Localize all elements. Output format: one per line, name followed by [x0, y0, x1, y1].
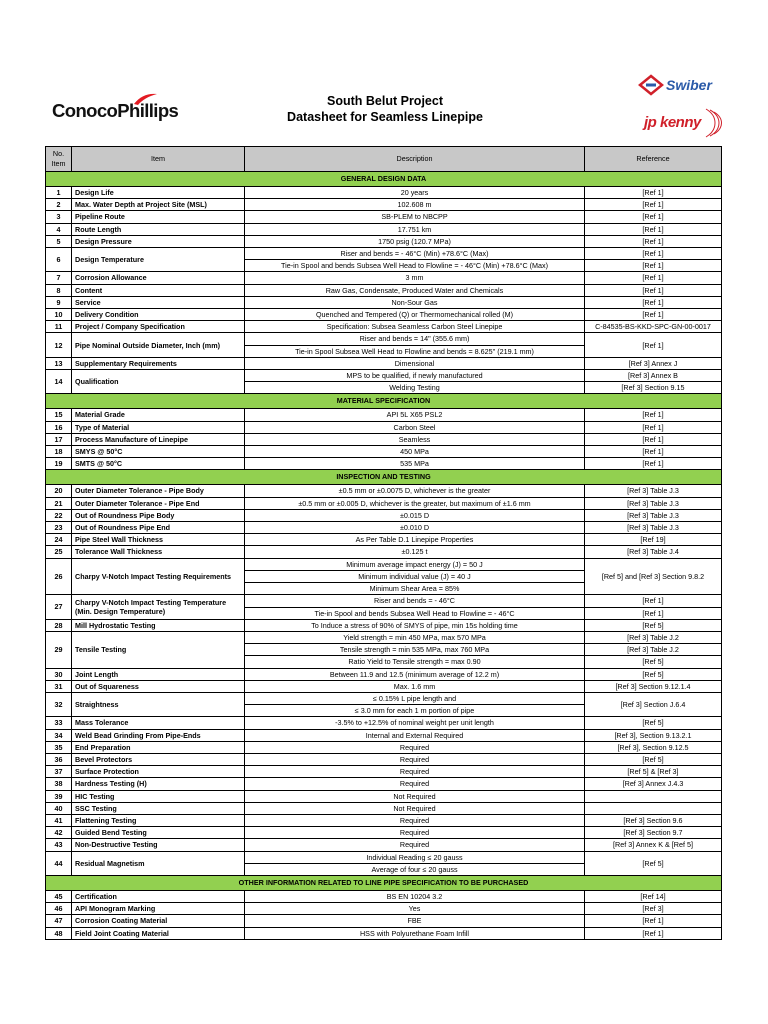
- item-number: 37: [46, 766, 72, 778]
- table-row: [46, 546, 722, 558]
- item-number: 14: [46, 370, 72, 394]
- table-row: [46, 558, 722, 570]
- item-description: ≤ 0.15% L pipe length and: [245, 692, 585, 704]
- item-number: 48: [46, 927, 72, 939]
- table-row: [46, 827, 722, 839]
- section-title: OTHER INFORMATION RELATED TO LINE PIPE SPECIFICATION TO BE PURCHASED: [46, 875, 722, 890]
- item-name: Service: [72, 296, 245, 308]
- item-number: 35: [46, 741, 72, 753]
- table-row: [46, 729, 722, 741]
- table-row: [46, 497, 722, 509]
- item-number: 1: [46, 187, 72, 199]
- item-description: As Per Table D.1 Linepipe Properties: [245, 534, 585, 546]
- table-row: [46, 211, 722, 223]
- item-name: Weld Bead Grinding From Pipe-Ends: [72, 729, 245, 741]
- item-name: Out of Roundness Pipe End: [72, 522, 245, 534]
- table-row: [46, 903, 722, 915]
- item-number: 39: [46, 790, 72, 802]
- item-reference: [585, 802, 722, 814]
- item-description: Required: [245, 766, 585, 778]
- table-row: [46, 890, 722, 902]
- item-description: To Induce a stress of 90% of SMYS of pipe, min 15s holding time: [245, 619, 585, 631]
- table-row: [46, 778, 722, 790]
- item-description: Not Required: [245, 790, 585, 802]
- table-row: [46, 357, 722, 369]
- table-row: [46, 927, 722, 939]
- item-number: 32: [46, 692, 72, 716]
- item-name: Tensile Testing: [72, 631, 245, 668]
- table-row: [46, 284, 722, 296]
- item-description: HSS with Polyurethane Foam Infill: [245, 927, 585, 939]
- column-header-item: Item: [72, 147, 245, 172]
- item-number: 12: [46, 333, 72, 357]
- item-description: Specification: Subsea Seamless Carbon Steel Linepipe: [245, 321, 585, 333]
- item-number: 6: [46, 248, 72, 272]
- item-description: Tie-in Spool and bends Subsea Well Head to Flowline = - 46°C: [245, 607, 585, 619]
- item-reference: [Ref 1]: [585, 915, 722, 927]
- item-description: SB-PLEM to NBCPP: [245, 211, 585, 223]
- item-reference: [Ref 5] and [Ref 3] Section 9.8.2: [585, 558, 722, 595]
- item-reference: [Ref 5]: [585, 656, 722, 668]
- item-number: 3: [46, 211, 72, 223]
- item-number: 34: [46, 729, 72, 741]
- item-number: 22: [46, 509, 72, 521]
- table-header-row: [46, 147, 722, 172]
- item-reference: [Ref 19]: [585, 534, 722, 546]
- item-reference: [Ref 1]: [585, 421, 722, 433]
- item-description: MPS to be qualified, if newly manufactured: [245, 370, 585, 382]
- table-row: [46, 409, 722, 421]
- item-number: 27: [46, 595, 72, 619]
- item-description: Dimensional: [245, 357, 585, 369]
- table-row: [46, 296, 722, 308]
- item-description: Riser and bends = - 46°C: [245, 595, 585, 607]
- item-number: 42: [46, 827, 72, 839]
- item-number: 40: [46, 802, 72, 814]
- item-description: 17.751 km: [245, 223, 585, 235]
- item-name: Charpy V-Notch Impact Testing Requirements: [72, 558, 245, 595]
- table-row: [46, 741, 722, 753]
- item-number: 23: [46, 522, 72, 534]
- item-number: 20: [46, 485, 72, 497]
- item-number: 5: [46, 235, 72, 247]
- table-row: [46, 485, 722, 497]
- item-reference: C-84535-BS-KKD-SPC-GN-00-0017: [585, 321, 722, 333]
- item-reference: [Ref 1]: [585, 446, 722, 458]
- page-header: [0, 0, 768, 145]
- item-reference: [Ref 3]: [585, 903, 722, 915]
- item-name: Content: [72, 284, 245, 296]
- table-row: [46, 631, 722, 643]
- section-title: INSPECTION AND TESTING: [46, 470, 722, 485]
- table-row: [46, 309, 722, 321]
- item-reference: [Ref 1]: [585, 223, 722, 235]
- item-name: Route Length: [72, 223, 245, 235]
- item-description: BS EN 10204 3.2: [245, 890, 585, 902]
- item-reference: [Ref 1]: [585, 927, 722, 939]
- item-description: Internal and External Required: [245, 729, 585, 741]
- item-name: End Preparation: [72, 741, 245, 753]
- item-name: Hardness Testing (H): [72, 778, 245, 790]
- item-number: 9: [46, 296, 72, 308]
- item-name: Pipe Nominal Outside Diameter, Inch (mm): [72, 333, 245, 357]
- item-reference: [Ref 1]: [585, 333, 722, 357]
- item-name: Delivery Condition: [72, 309, 245, 321]
- item-number: 46: [46, 903, 72, 915]
- item-reference: [Ref 1]: [585, 458, 722, 470]
- item-reference: [Ref 3] Table J.2: [585, 631, 722, 643]
- table-row: [46, 235, 722, 247]
- item-name: Max. Water Depth at Project Site (MSL): [72, 199, 245, 211]
- item-description: Riser and bends = 14" (355.6 mm): [245, 333, 585, 345]
- item-name: Pipeline Route: [72, 211, 245, 223]
- section-header-row: [46, 394, 722, 409]
- item-number: 26: [46, 558, 72, 595]
- item-name: Supplementary Requirements: [72, 357, 245, 369]
- item-reference: [Ref 1]: [585, 284, 722, 296]
- item-number: 43: [46, 839, 72, 851]
- item-description: 450 MPa: [245, 446, 585, 458]
- item-reference: [Ref 14]: [585, 890, 722, 902]
- table-row: [46, 915, 722, 927]
- item-name: Out of Roundness Pipe Body: [72, 509, 245, 521]
- item-description: Yes: [245, 903, 585, 915]
- table-row: [46, 333, 722, 345]
- item-name: Qualification: [72, 370, 245, 394]
- item-number: 38: [46, 778, 72, 790]
- item-reference: [Ref 1]: [585, 187, 722, 199]
- item-name: Flattening Testing: [72, 814, 245, 826]
- item-description: Welding Testing: [245, 382, 585, 394]
- item-description: Between 11.9 and 12.5 (minimum average of 12.2 m): [245, 668, 585, 680]
- table-row: [46, 509, 722, 521]
- item-description: Required: [245, 827, 585, 839]
- item-number: 24: [46, 534, 72, 546]
- item-reference: [Ref 5]: [585, 717, 722, 729]
- item-description: 3 mm: [245, 272, 585, 284]
- column-header-no: No. Item: [46, 147, 72, 172]
- item-description: 535 MPa: [245, 458, 585, 470]
- item-description: Non-Sour Gas: [245, 296, 585, 308]
- section-header-row: [46, 470, 722, 485]
- item-name: Non-Destructive Testing: [72, 839, 245, 851]
- table-row: [46, 522, 722, 534]
- item-name: SSC Testing: [72, 802, 245, 814]
- table-row: [46, 766, 722, 778]
- item-description: Required: [245, 814, 585, 826]
- item-name: Charpy V-Notch Impact Testing Temperature (Min. Design Temperature): [72, 595, 245, 619]
- item-name: Design Temperature: [72, 248, 245, 272]
- item-description: Required: [245, 778, 585, 790]
- item-reference: [Ref 1]: [585, 235, 722, 247]
- item-name: Type of Material: [72, 421, 245, 433]
- item-number: 10: [46, 309, 72, 321]
- item-description: FBE: [245, 915, 585, 927]
- item-reference: [Ref 3] Annex K & [Ref 5]: [585, 839, 722, 851]
- item-description: Tensile strength = min 535 MPa, max 760 MPa: [245, 644, 585, 656]
- item-name: Design Pressure: [72, 235, 245, 247]
- table-row: [46, 534, 722, 546]
- item-number: 33: [46, 717, 72, 729]
- item-reference: [Ref 1]: [585, 211, 722, 223]
- item-description: 1750 psig (120.7 MPa): [245, 235, 585, 247]
- jpkenny-logo-text: jp kenny: [644, 114, 701, 131]
- item-name: Bevel Protectors: [72, 753, 245, 765]
- item-name: Corrosion Allowance: [72, 272, 245, 284]
- item-description: Ratio Yield to Tensile strength = max 0.90: [245, 656, 585, 668]
- item-name: Surface Protection: [72, 766, 245, 778]
- item-name: Project / Company Specification: [72, 321, 245, 333]
- item-reference: [Ref 3] Table J.3: [585, 485, 722, 497]
- item-reference: [Ref 3] Annex J.4.3: [585, 778, 722, 790]
- item-description: -3.5% to +12.5% of nominal weight per unit length: [245, 717, 585, 729]
- item-description: Required: [245, 839, 585, 851]
- item-description: Not Required: [245, 802, 585, 814]
- item-description: ±0.125 t: [245, 546, 585, 558]
- item-name: Pipe Steel Wall Thickness: [72, 534, 245, 546]
- item-description: API 5L X65 PSL2: [245, 409, 585, 421]
- table-row: [46, 692, 722, 704]
- item-name: Field Joint Coating Material: [72, 927, 245, 939]
- item-name: Residual Magnetism: [72, 851, 245, 875]
- item-number: 8: [46, 284, 72, 296]
- item-reference: [Ref 3] Table J.3: [585, 522, 722, 534]
- item-description: Minimum average impact energy (J) = 50 J: [245, 558, 585, 570]
- item-reference: [Ref 5]: [585, 753, 722, 765]
- item-reference: [Ref 1]: [585, 260, 722, 272]
- item-reference: [Ref 1]: [585, 296, 722, 308]
- table-row: [46, 433, 722, 445]
- table-row: [46, 814, 722, 826]
- item-reference: [Ref 1]: [585, 272, 722, 284]
- table-row: [46, 321, 722, 333]
- item-name: Design Life: [72, 187, 245, 199]
- item-number: 18: [46, 446, 72, 458]
- item-reference: [Ref 3] Section 9.7: [585, 827, 722, 839]
- item-name: Straightness: [72, 692, 245, 716]
- table-row: [46, 851, 722, 863]
- item-number: 31: [46, 680, 72, 692]
- item-reference: [Ref 3] Section 9.6: [585, 814, 722, 826]
- conocophillips-flame-icon: [132, 92, 158, 106]
- item-name: Corrosion Coating Material: [72, 915, 245, 927]
- datasheet-body: [46, 172, 722, 940]
- item-reference: [Ref 1]: [585, 433, 722, 445]
- item-number: 47: [46, 915, 72, 927]
- item-number: 28: [46, 619, 72, 631]
- item-description: Required: [245, 753, 585, 765]
- item-description: Required: [245, 741, 585, 753]
- item-reference: [Ref 3] Section 9.12.1.4: [585, 680, 722, 692]
- linepipe-datasheet-table: [45, 146, 722, 940]
- table-row: [46, 187, 722, 199]
- table-row: [46, 421, 722, 433]
- item-number: 13: [46, 357, 72, 369]
- column-header-description: Description: [245, 147, 585, 172]
- item-number: 29: [46, 631, 72, 668]
- table-row: [46, 717, 722, 729]
- item-name: SMYS @ 50°C: [72, 446, 245, 458]
- column-header-reference: Reference: [585, 147, 722, 172]
- item-name: Process Manufacture of Linepipe: [72, 433, 245, 445]
- item-number: 45: [46, 890, 72, 902]
- item-reference: [Ref 3] Annex J: [585, 357, 722, 369]
- item-number: 41: [46, 814, 72, 826]
- table-row: [46, 370, 722, 382]
- item-name: Out of Squareness: [72, 680, 245, 692]
- item-description: ±0.010 D: [245, 522, 585, 534]
- item-name: Outer Diameter Tolerance - Pipe Body: [72, 485, 245, 497]
- item-number: 30: [46, 668, 72, 680]
- item-number: 44: [46, 851, 72, 875]
- item-description: ≤ 3.0 mm for each 1 m portion of pipe: [245, 705, 585, 717]
- conocophillips-logo-text: ConocoPhillips: [52, 100, 179, 121]
- item-reference: [Ref 1]: [585, 595, 722, 607]
- item-description: 102.608 m: [245, 199, 585, 211]
- item-name: Joint Length: [72, 668, 245, 680]
- table-row: [46, 458, 722, 470]
- table-row: [46, 248, 722, 260]
- item-description: ±0.5 mm or ±0.0075 D, whichever is the greater: [245, 485, 585, 497]
- item-reference: [Ref 3], Section 9.12.5: [585, 741, 722, 753]
- item-reference: [Ref 5]: [585, 668, 722, 680]
- item-number: 17: [46, 433, 72, 445]
- item-description: ±0.5 mm or ±0.005 D, whichever is the greater, but maximum of ±1.6 mm: [245, 497, 585, 509]
- item-number: 36: [46, 753, 72, 765]
- item-number: 15: [46, 409, 72, 421]
- item-name: Tolerance Wall Thickness: [72, 546, 245, 558]
- item-name: Material Grade: [72, 409, 245, 421]
- item-description: Max. 1.6 mm: [245, 680, 585, 692]
- jpkenny-logo: [640, 106, 726, 140]
- item-name: Mass Tolerance: [72, 717, 245, 729]
- swiber-logo-text: Swiber: [666, 77, 712, 93]
- item-number: 25: [46, 546, 72, 558]
- section-title: MATERIAL SPECIFICATION: [46, 394, 722, 409]
- swiber-emblem-icon: [638, 74, 664, 96]
- item-reference: [Ref 3] Table J.2: [585, 644, 722, 656]
- item-description: Tie-in Spool and bends Subsea Well Head to Flowline = - 46°C (Min) +78.6°C (Max): [245, 260, 585, 272]
- item-reference: [Ref 1]: [585, 409, 722, 421]
- item-description: Tie-in Spool Subsea Well Head to Flowline and bends = 8.625" (219.1 mm): [245, 345, 585, 357]
- item-reference: [Ref 3] Table J.4: [585, 546, 722, 558]
- table-row: [46, 223, 722, 235]
- item-description: Riser and bends = - 46°C (Min) +78.6°C (Max): [245, 248, 585, 260]
- table-row: [46, 790, 722, 802]
- document-title: [240, 93, 530, 125]
- item-number: 2: [46, 199, 72, 211]
- item-description: Seamless: [245, 433, 585, 445]
- item-number: 4: [46, 223, 72, 235]
- item-reference: [Ref 5] & [Ref 3]: [585, 766, 722, 778]
- item-reference: [Ref 3] Table J.3: [585, 509, 722, 521]
- item-name: API Monogram Marking: [72, 903, 245, 915]
- table-row: [46, 839, 722, 851]
- table-row: [46, 619, 722, 631]
- section-title: GENERAL DESIGN DATA: [46, 172, 722, 187]
- item-description: Yield strength = min 450 MPa, max 570 MPa: [245, 631, 585, 643]
- table-row: [46, 595, 722, 607]
- item-description: Quenched and Tempered (Q) or Thermomechanical rolled (M): [245, 309, 585, 321]
- item-name: Guided Bend Testing: [72, 827, 245, 839]
- item-number: 11: [46, 321, 72, 333]
- item-number: 7: [46, 272, 72, 284]
- item-reference: [Ref 3] Section 9.15: [585, 382, 722, 394]
- section-header-row: [46, 875, 722, 890]
- item-number: 21: [46, 497, 72, 509]
- datasheet-title: Datasheet for Seamless Linepipe: [287, 110, 483, 124]
- item-reference: [Ref 3], Section 9.13.2.1: [585, 729, 722, 741]
- swiber-logo: [638, 74, 730, 102]
- section-header-row: [46, 172, 722, 187]
- item-description: Average of four ≤ 20 gauss: [245, 863, 585, 875]
- table-row: [46, 446, 722, 458]
- item-name: Outer Diameter Tolerance - Pipe End: [72, 497, 245, 509]
- item-reference: [Ref 1]: [585, 248, 722, 260]
- item-description: Raw Gas, Condensate, Produced Water and Chemicals: [245, 284, 585, 296]
- item-number: 16: [46, 421, 72, 433]
- item-reference: [Ref 1]: [585, 199, 722, 211]
- item-name: Certification: [72, 890, 245, 902]
- item-reference: [Ref 3] Table J.3: [585, 497, 722, 509]
- item-reference: [Ref 3] Annex B: [585, 370, 722, 382]
- project-title: South Belut Project: [327, 94, 443, 108]
- table-row: [46, 199, 722, 211]
- jpkenny-swoosh-icon: [640, 106, 726, 140]
- table-row: [46, 272, 722, 284]
- table-row: [46, 753, 722, 765]
- item-reference: [Ref 1]: [585, 309, 722, 321]
- item-reference: [585, 790, 722, 802]
- item-reference: [Ref 1]: [585, 607, 722, 619]
- item-name: Mill Hydrostatic Testing: [72, 619, 245, 631]
- table-row: [46, 802, 722, 814]
- item-description: Carbon Steel: [245, 421, 585, 433]
- item-description: 20 years: [245, 187, 585, 199]
- item-name: SMTS @ 50°C: [72, 458, 245, 470]
- item-number: 19: [46, 458, 72, 470]
- item-reference: [Ref 5]: [585, 619, 722, 631]
- item-reference: [Ref 3] Section J.6.4: [585, 692, 722, 716]
- table-row: [46, 668, 722, 680]
- item-name: HIC Testing: [72, 790, 245, 802]
- item-description: Individual Reading ≤ 20 gauss: [245, 851, 585, 863]
- item-reference: [Ref 5]: [585, 851, 722, 875]
- conocophillips-logo: [52, 96, 192, 126]
- table-row: [46, 680, 722, 692]
- item-description: Minimum individual value (J) = 40 J: [245, 570, 585, 582]
- item-description: ±0.015 D: [245, 509, 585, 521]
- item-description: Minimum Shear Area = 85%: [245, 583, 585, 595]
